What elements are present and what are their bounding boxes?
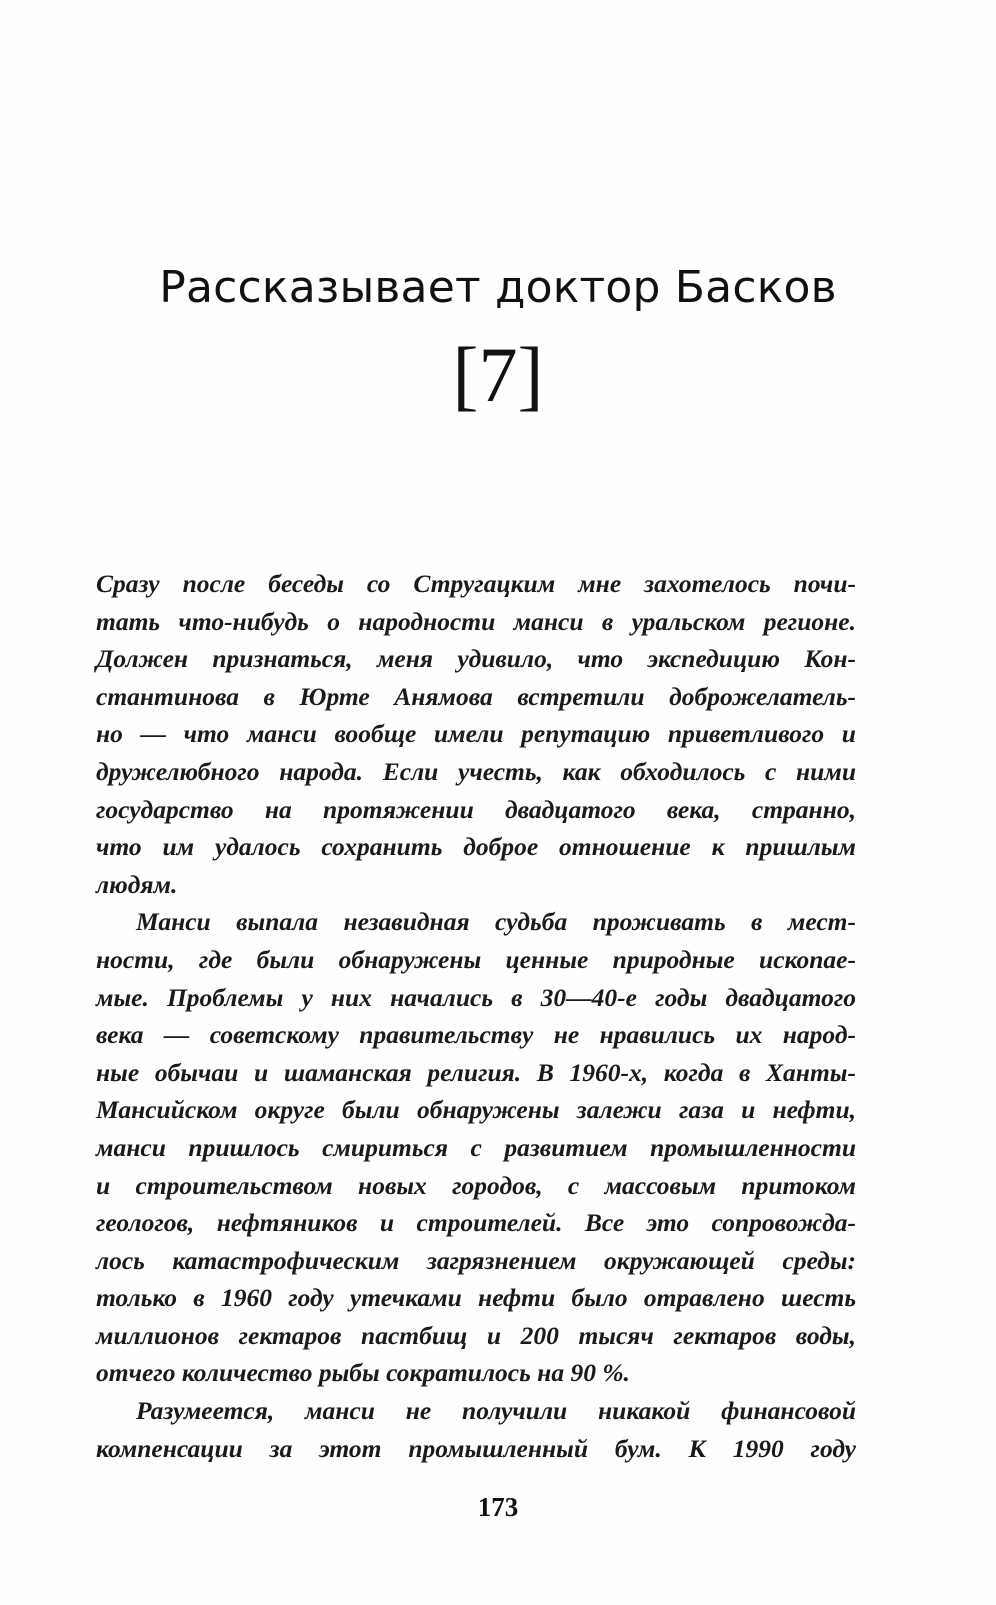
text-line: людям. xyxy=(96,869,178,899)
text-line: Мансийском округе были обнаружены залежи газа и нефти, xyxy=(96,1095,856,1125)
text-line: манси пришлось смириться с развитием промышленности xyxy=(96,1132,856,1162)
text-line: миллионов гектаров пастбищ и 200 тысяч гектаров воды, xyxy=(96,1320,856,1350)
text-line: Разумеется, манси не получили никакой финансовой xyxy=(136,1396,856,1426)
chapter-number: [7] xyxy=(452,331,544,418)
text-line: века — советскому правительству не нравились их народ- xyxy=(96,1020,856,1050)
text-line: только в 1960 году утечками нефти было отравлено шесть xyxy=(96,1283,856,1313)
text-line: компенсации за этот промышленный бум. К 1990 году xyxy=(96,1433,856,1463)
text-line: государство на протяжении двадцатого века, странно, xyxy=(96,794,856,824)
text-line: лось катастрофическим загрязнением окружающей среды: xyxy=(96,1245,856,1275)
text-line: и строительством новых городов, с массовым притоком xyxy=(96,1170,856,1200)
text-line: но — что манси вообще имели репутацию приветливого и xyxy=(96,719,856,749)
text-line: ные обычаи и шаманская религия. В 1960-х, когда в Ханты- xyxy=(96,1057,856,1087)
text-line: отчего количество рыбы сократилось на 90 %. xyxy=(96,1358,630,1388)
text-line: Сразу после беседы со Стругацким мне захотелось почи- xyxy=(96,569,856,598)
text-line: Манси выпала незавидная судьба проживать в мест- xyxy=(136,907,856,937)
text-line: что им удалось сохранить доброе отношение к пришлым xyxy=(96,832,856,862)
text-line: мые. Проблемы у них начались в 30—40-е годы двадцатого xyxy=(96,982,856,1012)
text-line: тать что-нибудь о народности манси в уральском регионе. xyxy=(96,606,856,636)
body-text xyxy=(96,565,856,1467)
text-line: стантинова в Юрте Анямова встретили доброжелатель- xyxy=(96,681,856,711)
text-line: дружелюбного народа. Если учесть, как обходилось с ними xyxy=(96,756,856,786)
page-number: 173 xyxy=(477,1492,519,1522)
chapter-title: Рассказывает доктор Басков xyxy=(159,262,837,313)
text-line: ности, где были обнаружены ценные природные ископае- xyxy=(96,944,856,974)
text-line: геологов, нефтяников и строителей. Все это сопровожда- xyxy=(96,1208,856,1238)
text-line: Должен признаться, меня удивило, что экспедицию Кон- xyxy=(96,644,856,674)
